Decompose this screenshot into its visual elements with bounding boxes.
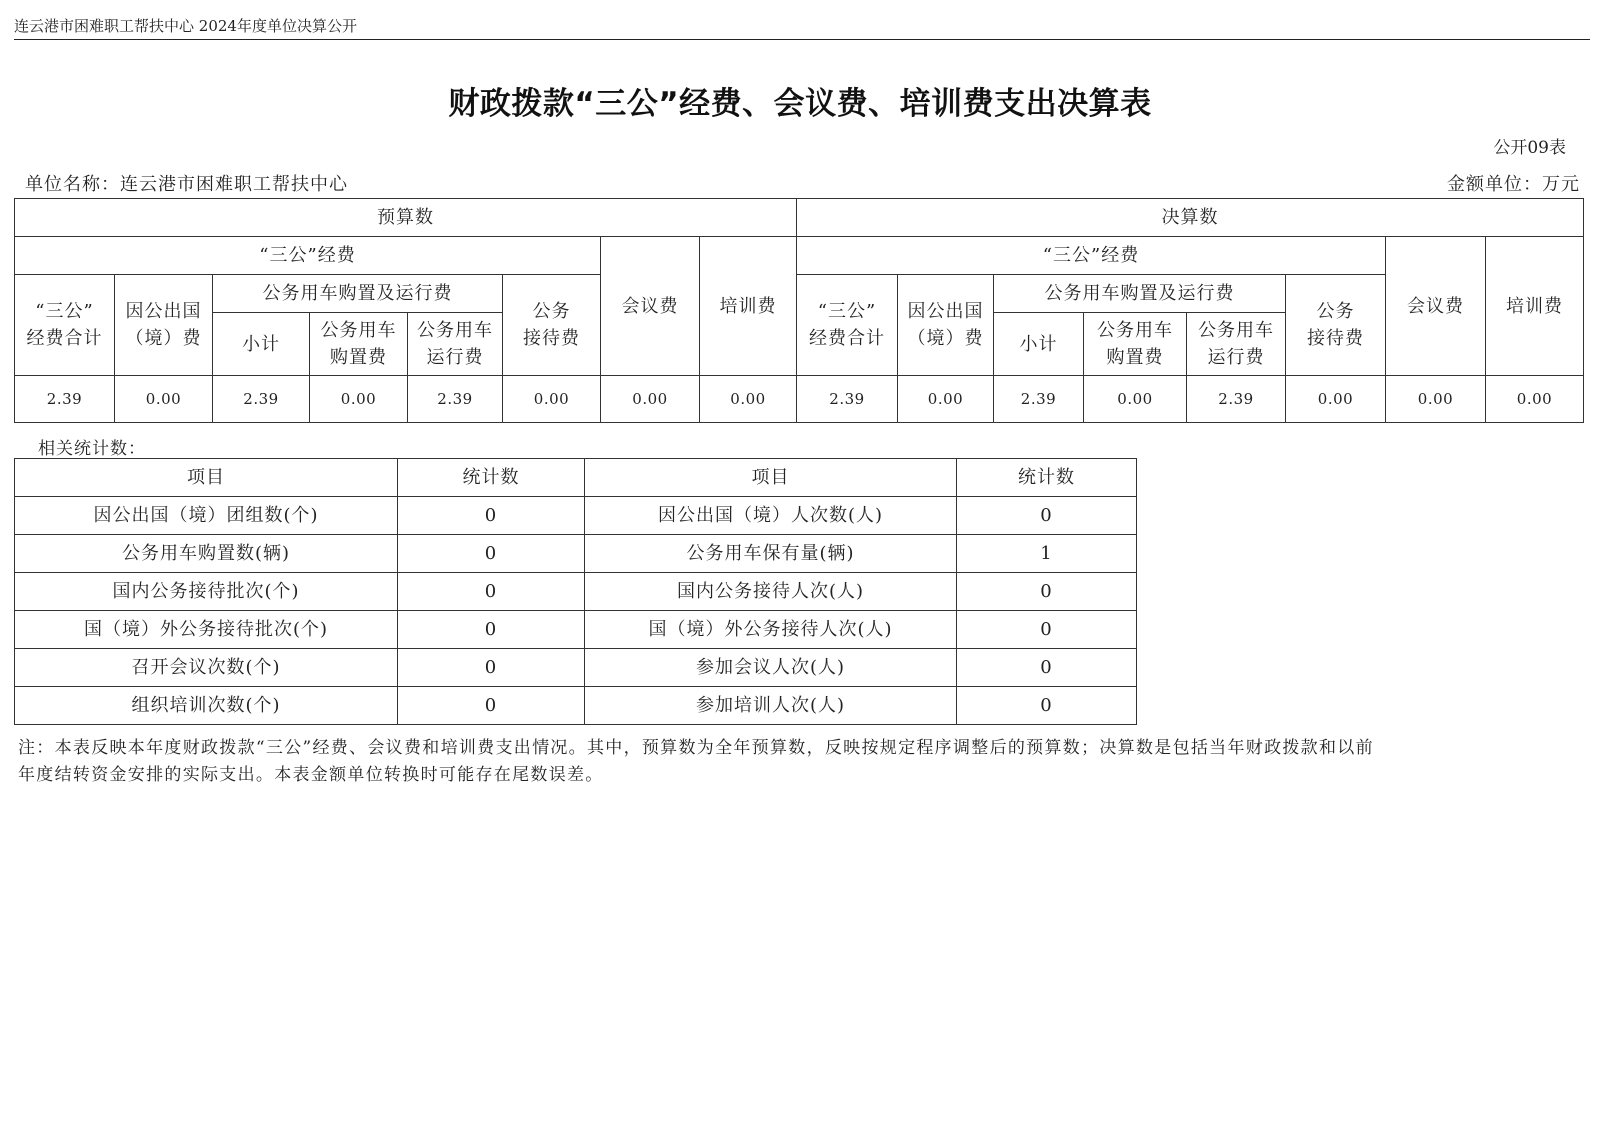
stats-count: 0: [398, 573, 585, 611]
budget-value-cell: 0.00: [700, 376, 797, 423]
stats-count: 0: [957, 497, 1137, 535]
stats-count: 0: [398, 611, 585, 649]
stats-item: 国内公务接待批次(个): [15, 573, 398, 611]
stats-count: 0: [957, 573, 1137, 611]
stats-row: [15, 535, 1137, 573]
unit-name: 单位名称：连云港市困难职工帮扶中心: [25, 174, 348, 195]
stats-row: [15, 649, 1137, 687]
budget-header: 预算数: [15, 199, 797, 237]
stats-count: 0: [957, 687, 1137, 725]
stats-item: 国内公务接待人次(人): [585, 573, 957, 611]
stats-count: 0: [398, 649, 585, 687]
budget-value-cell: 0.00: [601, 376, 700, 423]
budget-value-cell: 0.00: [115, 376, 213, 423]
stats-row: [15, 687, 1137, 725]
final-vehicle-header: 公务用车购置及运行费: [994, 275, 1286, 313]
final-sangong-total-header: “三公” 经费合计: [797, 275, 898, 376]
footnote: [18, 735, 1584, 789]
budget-sangong-total-header: “三公” 经费合计: [15, 275, 115, 376]
final-reception-fee-header: 公务 接待费: [1286, 275, 1386, 376]
final-abroad-fee-header: 因公出国 （境）费: [898, 275, 994, 376]
stats-label: 相关统计数：: [38, 439, 146, 459]
stats-header-item: 项目: [15, 459, 398, 497]
final-vehicle-run-header: 公务用车 运行费: [1187, 313, 1286, 376]
budget-value-cell: 0.00: [503, 376, 601, 423]
budget-meeting-fee-header: 会议费: [601, 237, 700, 376]
budget-value-cell: 2.39: [15, 376, 115, 423]
stats-item: 因公出国（境）团组数(个): [15, 497, 398, 535]
stats-item: 召开会议次数(个): [15, 649, 398, 687]
stats-header-count: 统计数: [398, 459, 585, 497]
final-vehicle-purchase-header: 公务用车 购置费: [1084, 313, 1187, 376]
budget-sangong-header: “三公”经费: [15, 237, 601, 275]
budget-vehicle-purchase-header: 公务用车 购置费: [310, 313, 408, 376]
stats-item: 参加培训人次(人): [585, 687, 957, 725]
stats-count: 0: [398, 687, 585, 725]
expenditure-table: [14, 198, 1584, 423]
table-number: 公开09表: [1493, 138, 1566, 158]
final-header: 决算数: [797, 199, 1584, 237]
budget-value-cell: 0.00: [310, 376, 408, 423]
stats-item: 公务用车保有量(辆): [585, 535, 957, 573]
final-value-cell: 2.39: [994, 376, 1084, 423]
final-value-cell: 0.00: [898, 376, 994, 423]
stats-row: [15, 611, 1137, 649]
stats-count: 0: [398, 535, 585, 573]
stats-row: [15, 497, 1137, 535]
stats-count: 0: [398, 497, 585, 535]
page-header: 连云港市困难职工帮扶中心 2024年度单位决算公开: [14, 17, 357, 35]
stats-header-row: [15, 459, 1137, 497]
final-value-cell: 0.00: [1286, 376, 1386, 423]
stats-count: 0: [957, 649, 1137, 687]
footnote-line: 注：本表反映本年度财政拨款“三公”经费、会议费和培训费支出情况。其中，预算数为全年预算数，反映按规定程序调整后的预算数；决算数是包括当年财政拨款和以前: [18, 738, 1374, 758]
stats-header-count: 统计数: [957, 459, 1137, 497]
budget-vehicle-run-header: 公务用车 运行费: [408, 313, 503, 376]
final-training-fee-header: 培训费: [1486, 237, 1584, 376]
final-sangong-header: “三公”经费: [797, 237, 1386, 275]
stats-table: [14, 458, 1137, 725]
stats-item: 国（境）外公务接待批次(个): [15, 611, 398, 649]
values-row: [15, 376, 1584, 423]
final-meeting-fee-header: 会议费: [1386, 237, 1486, 376]
final-value-cell: 0.00: [1084, 376, 1187, 423]
footnote-line: 年度结转资金安排的实际支出。本表金额单位转换时可能存在尾数误差。: [18, 765, 604, 785]
stats-item: 参加会议人次(人): [585, 649, 957, 687]
final-value-cell: 0.00: [1486, 376, 1584, 423]
stats-item: 因公出国（境）人次数(人): [585, 497, 957, 535]
final-subtotal-header: 小计: [994, 313, 1084, 376]
budget-vehicle-header: 公务用车购置及运行费: [213, 275, 503, 313]
budget-reception-fee-header: 公务 接待费: [503, 275, 601, 376]
stats-item: 组织培训次数(个): [15, 687, 398, 725]
amount-unit: 金额单位：万元: [1447, 174, 1580, 195]
budget-training-fee-header: 培训费: [700, 237, 797, 376]
page-title: 财政拨款“三公”经费、会议费、培训费支出决算表: [448, 86, 1152, 122]
stats-count: 0: [957, 611, 1137, 649]
stats-header-item: 项目: [585, 459, 957, 497]
budget-value-cell: 2.39: [408, 376, 503, 423]
budget-value-cell: 2.39: [213, 376, 310, 423]
final-value-cell: 2.39: [1187, 376, 1286, 423]
stats-count: 1: [957, 535, 1137, 573]
final-value-cell: 0.00: [1386, 376, 1486, 423]
budget-abroad-fee-header: 因公出国 （境）费: [115, 275, 213, 376]
header-rule: [14, 39, 1590, 40]
stats-item: 国（境）外公务接待人次(人): [585, 611, 957, 649]
stats-item: 公务用车购置数(辆): [15, 535, 398, 573]
final-value-cell: 2.39: [797, 376, 898, 423]
stats-row: [15, 573, 1137, 611]
budget-subtotal-header: 小计: [213, 313, 310, 376]
